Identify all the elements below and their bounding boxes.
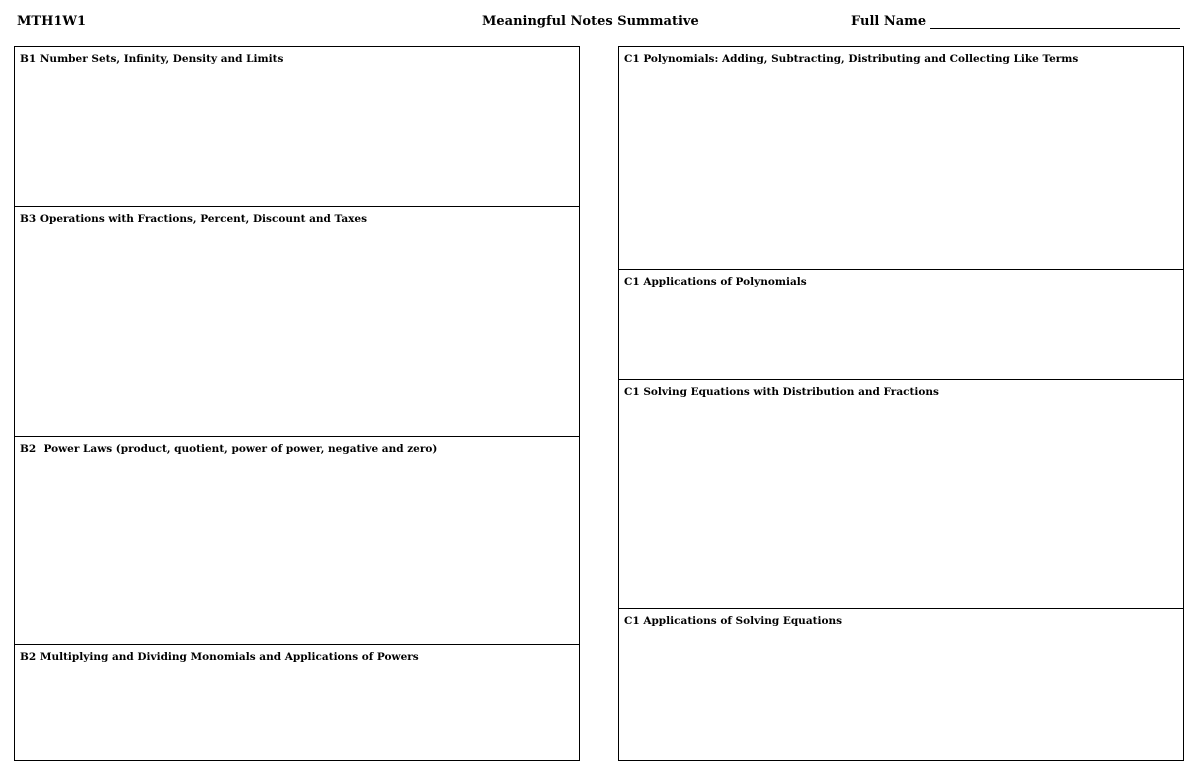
section-label: C1 Applications of Solving Equations bbox=[624, 615, 843, 627]
section-label: C1 Applications of Polynomials bbox=[624, 276, 807, 288]
notes-box-b2-monomials[interactable] bbox=[15, 644, 579, 760]
full-name-field[interactable] bbox=[851, 14, 1180, 29]
notes-box-c1-solving-equations[interactable] bbox=[619, 379, 1183, 608]
section-label: B2 Power Laws (product, quotient, power of power, negative and zero) bbox=[20, 443, 438, 455]
notes-box-b1-number-sets[interactable] bbox=[15, 47, 579, 206]
notes-box-b3-fractions[interactable] bbox=[15, 206, 579, 436]
section-label: B3 Operations with Fractions, Percent, Discount and Taxes bbox=[20, 213, 368, 225]
full-name-blank-line[interactable] bbox=[930, 14, 1180, 29]
section-label: C1 Solving Equations with Distribution and Fractions bbox=[624, 386, 939, 398]
section-label: B1 Number Sets, Infinity, Density and Limits bbox=[20, 53, 284, 65]
section-label: B2 Multiplying and Dividing Monomials and Applications of Powers bbox=[20, 651, 419, 663]
page-title: Meaningful Notes Summative bbox=[482, 14, 699, 29]
notes-box-c1-polynomials[interactable] bbox=[619, 47, 1183, 269]
notes-box-b2-power-laws[interactable] bbox=[15, 436, 579, 644]
section-label: C1 Polynomials: Adding, Subtracting, Distributing and Collecting Like Terms bbox=[624, 53, 1079, 65]
course-code: MTH1W1 bbox=[17, 14, 87, 29]
right-notes-column bbox=[618, 46, 1184, 761]
notes-box-c1-applications-polynomials[interactable] bbox=[619, 269, 1183, 379]
notes-box-c1-applications-equations[interactable] bbox=[619, 608, 1183, 760]
left-notes-column bbox=[14, 46, 580, 761]
full-name-label: Full Name bbox=[851, 14, 927, 29]
